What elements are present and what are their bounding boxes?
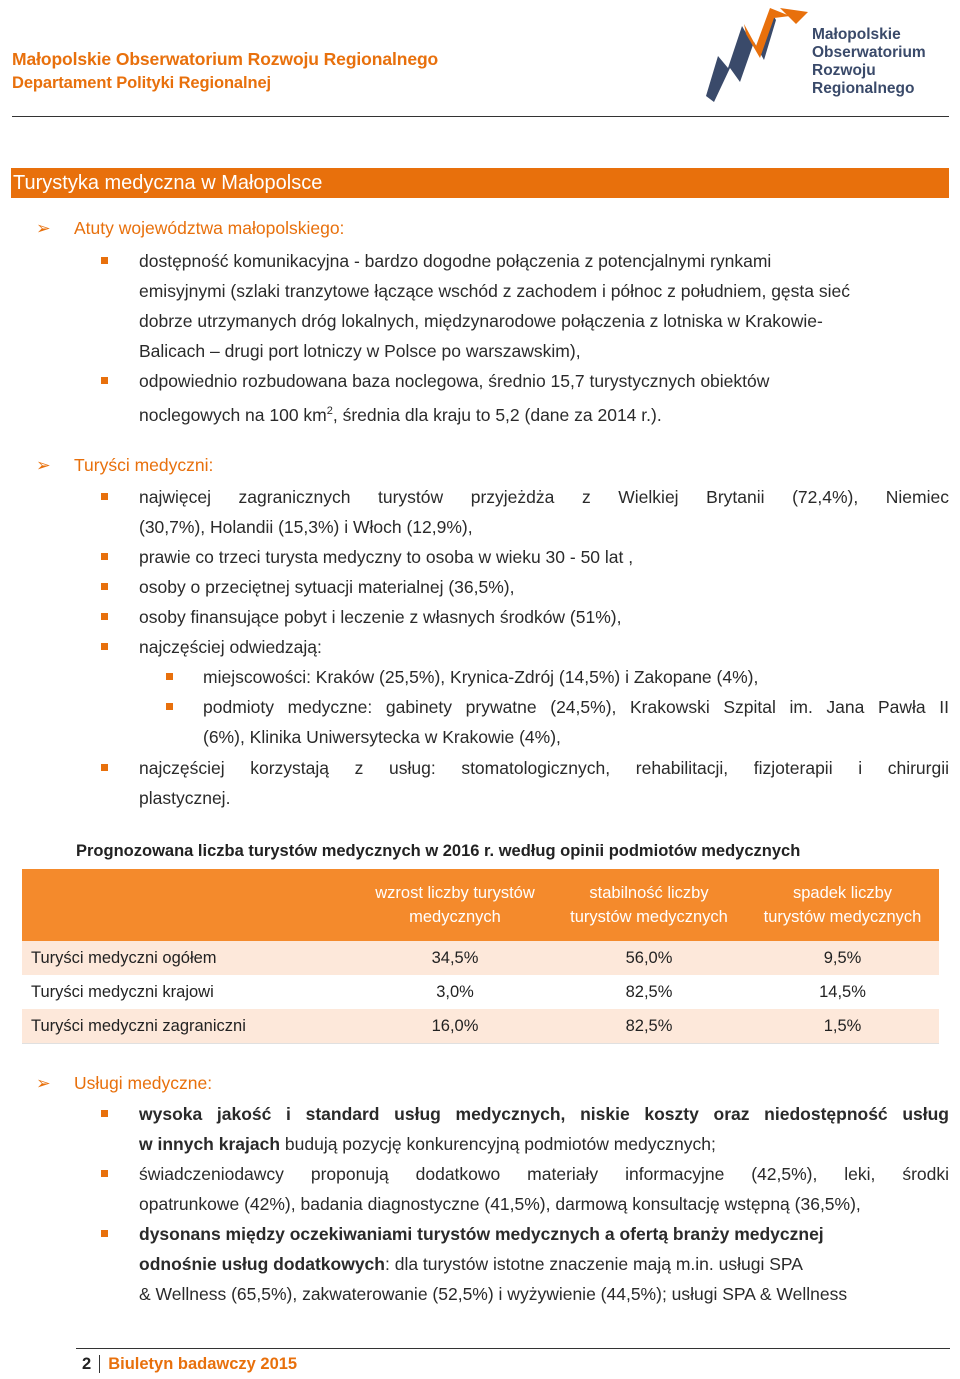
logo-text: Małopolskie Obserwatorium Rozwoju Regionalnego [812,26,926,97]
row-label: Turyści medyczni ogółem [22,941,358,975]
section-heading-atuty: ➢ Atuty województwa małopolskiego: [36,218,345,238]
list-item: najczęściej korzystają z usług: stomatologicznych, rehabilitacji, fizjoterapii i chirurgii plastycznej. [139,758,949,808]
logo [700,6,950,102]
header-divider [12,116,949,117]
table-header-row [22,869,939,941]
table-cell: 82,5% [552,1009,746,1043]
page-number: 2 [82,1355,100,1373]
row-label: Turyści medyczni krajowi [31,982,214,1001]
forecast-table [22,869,939,1043]
list-item: świadczeniodawcy proponują dodatkowo materiały informacyjne (42,5%), leki, środki opatrunkowe (42%), badania diagnostyczne (41,5%), darmową konsultację wstępną (36,5%), [139,1164,949,1214]
list-item: dysonans między oczekiwaniami turystów medycznych a ofertą branży medycznej odnośnie usług dodatkowych: dla turystów istotne znaczenie mają m.in. usługi SPA & Wellness (65,5%), zakwaterowanie (52,5%) i wyżywienie (44,5%); usługi SPA & Wellness [139,1224,848,1304]
table-cell: 1,5% [746,1009,939,1043]
sub-list-item: podmioty medyczne: gabinety prywatne (24,5%), Krakowski Szpital im. Jana Pawła II (6%), Klinika Uniwersytecka w Krakowie (4%), [203,697,949,747]
list-item: osoby finansujące pobyt i leczenie z własnych środków (51%), [139,607,622,627]
square-bullet-icon [101,553,108,560]
square-bullet-icon [101,1230,108,1237]
arrow-bullet-icon: ➢ [36,218,51,238]
square-bullet-icon [101,1110,108,1117]
section-heading-uslugi: ➢ Usługi medyczne: [36,1073,213,1093]
table-bottom-border [22,1043,939,1044]
org-name: Małopolskie Obserwatorium Rozwoju Regionalnego [12,49,439,69]
table-title: Prognozowana liczba turystów medycznych w 2016 r. według opinii podmiotów medycznych [76,842,801,860]
table-header: spadek liczby turystów medycznych [746,869,939,941]
row-label: Turyści medyczni zagraniczni [22,1009,358,1043]
table-cell: 16,0% [358,1009,552,1043]
arrow-bullet-icon: ➢ [36,1073,51,1093]
table-cell: 3,0% [436,982,474,1001]
footer-label: Biuletyn badawczy 2015 [108,1355,298,1373]
table-header-empty [22,869,358,941]
square-bullet-icon [101,764,108,771]
section-heading-turysci: ➢ Turyści medyczni: [36,455,214,475]
list-item: osoby o przeciętnej sytuacji materialnej (36,5%), [139,577,515,597]
square-bullet-icon [166,703,173,710]
square-bullet-icon [166,673,173,680]
list-item: wysoka jakość i standard usług medycznych, niskie koszty oraz niedostępność usług w innych krajach budują pozycję konkurencyjną podmiotów medycznych; [139,1104,949,1154]
table-header: wzrost liczby turystów medycznych [358,869,552,941]
logo-mark-icon [700,6,810,102]
square-bullet-icon [101,613,108,620]
footer-divider [76,1348,950,1349]
square-bullet-icon [101,1170,108,1177]
table-header: stabilność liczby turystów medycznych [552,869,746,941]
table-row [22,975,939,1009]
department-name: Departament Polityki Regionalnej [12,74,272,92]
sub-list-item: miejscowości: Kraków (25,5%), Krynica-Zdrój (14,5%) i Zakopane (4%), [203,667,759,687]
square-bullet-icon [101,257,108,264]
footer [82,1355,297,1374]
list-item: najwięcej zagranicznych turystów przyjeżdża z Wielkiej Brytanii (72,4%), Niemiec (30,7%), Holandii (15,3%) i Włoch (12,9%), [139,487,949,537]
table-cell: 14,5% [819,982,866,1001]
square-bullet-icon [101,493,108,500]
table-row [22,1009,939,1043]
square-bullet-icon [101,583,108,590]
list-item: prawie co trzeci turysta medyczny to osoba w wieku 30 - 50 lat , [139,547,634,567]
square-bullet-icon [101,643,108,650]
table-cell: 56,0% [552,941,746,975]
table-cell: 9,5% [746,941,939,975]
table-row [22,941,939,975]
list-item: dostępność komunikacyjna - bardzo dogodne połączenia z potencjalnymi rynkami emisyjnymi (szlaki tranzytowe łączące wschód z zachodem i północ z południem, gęsta sieć dobrze utrzymanych dróg lokalnych, międzynarodowe połączenia z lotniska w Krakowie- Balicach – drugi port lotniczy w Polsce po warszawskim), [139,251,850,361]
table-cell: 82,5% [625,982,673,1001]
table-cell: 34,5% [358,941,552,975]
list-item: najczęściej odwiedzają: [139,637,322,657]
square-bullet-icon [101,377,108,384]
page-title: Turystyka medyczna w Małopolsce [11,168,949,198]
arrow-bullet-icon: ➢ [36,455,51,475]
list-item: odpowiednio rozbudowana baza noclegowa, średnio 15,7 turystycznych obiektów noclegowych na 100 $km^2$, średnia dla kraju to 5,2 (dane za 2014 r.). [139,371,770,425]
